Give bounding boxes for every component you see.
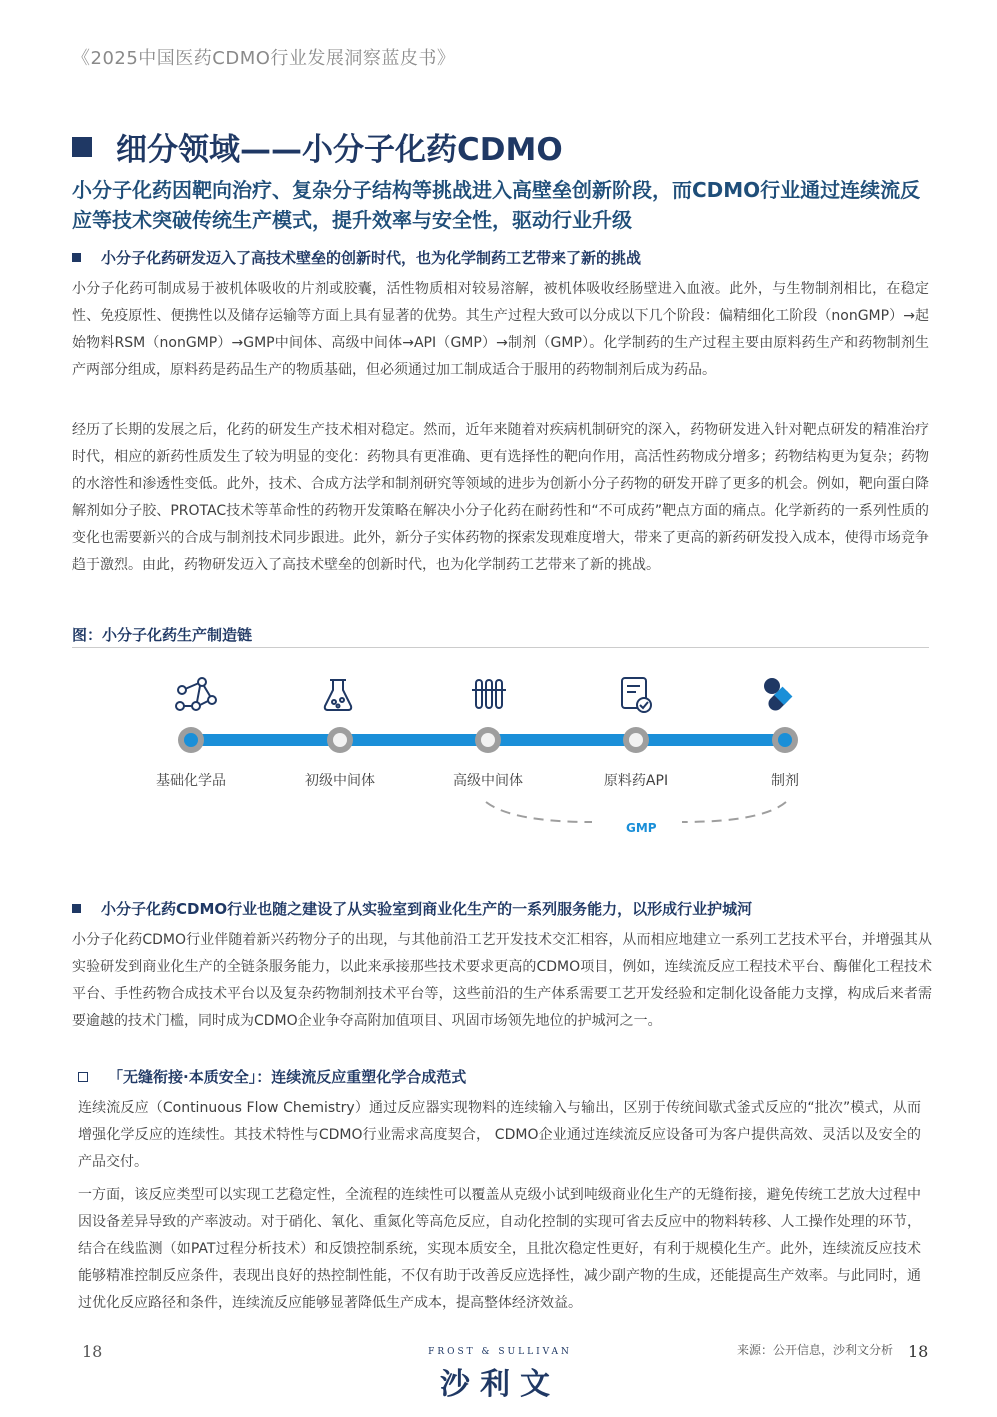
block1-heading bbox=[72, 247, 641, 268]
gmp-label: GMP bbox=[626, 821, 657, 835]
block3-paragraph-2: 一方面，该反应类型可以实现工艺稳定性，全流程的连续性可以覆盖从克级小试到吨级商业化生产的无缝衔接，避免传统工艺放大过程中因设备差异导致的产率波动。对于硝化、氧化、重氮化等高危反应，自动化控制的实现可省去反应中的物料转移、人工操作处理的环节，结合在线监测（如PAT过程分析技术）和反馈控制系统，实现本质安全，且批次稳定性更好，有利于规模化生产。此外，连续流反应技术能够精准控制反应条件，表现出良好的热控制性能，不仅有助于改善反应选择性，减少副产物的生成，还能提高生产效率。与此同时，通过优化反应路径和条件，连续流反应能够显著降低生产成本，提高整体经济效益。 bbox=[78, 1187, 921, 1311]
page-number-left: 18 bbox=[82, 1342, 103, 1361]
section-subtitle: 小分子化药因靶向治疗、复杂分子结构等挑战进入高壁垒创新阶段，而CDMO行业通过连续流反应等技术突破传统生产模式，提升效率与安全性，驱动行业升级 bbox=[72, 178, 921, 232]
brand-name-english: FROST & SULLIVAN bbox=[428, 1347, 572, 1357]
gmp-bracket-right bbox=[682, 802, 786, 822]
stage-label-4: 原料药API bbox=[603, 773, 669, 789]
document-header-title: 《2025中国医药CDMO行业发展洞察蓝皮书》 bbox=[72, 48, 456, 69]
block1-heading-text: 小分子化药研发迈入了高技术壁垒的创新时代，也为化学制药工艺带来了新的挑战 bbox=[101, 249, 642, 267]
block1-paragraph-2: 经历了长期的发展之后，化药的研发生产技术相对稳定。然而，近年来随着对疾病机制研究的深入，药物研发进入针对靶点研发的精准治疗时代，相应的新药性质发生了较为明显的变化：药物具有更准确、更有选择性的靶向作用，高活性药物成分增多；药物结构更为复杂；药物的水溶性和渗透性变低。此外，技术、合成方法学和制剂研究等领域的进步为创新小分子药物的研发开辟了更多的机会。例如，靶向蛋白降解剂如分子胶、PROTAC技术等革命性的药物开发策略在解决小分子化药在耐药性和“不可成药”靶点方面的痛点。化学新药的一系列性质的变化也需要新兴的合成与制剂技术同步跟进。此外，新分子实体药物的探索发现难度增大，带来了更高的新药研发投入成本，使得市场竞争趋于激烈。由此，药物研发迈入了高技术壁垒的创新时代，也为化学制药工艺带来了新的挑战。 bbox=[72, 422, 929, 573]
figure-divider bbox=[72, 647, 929, 648]
brand-logo: 沙利文 bbox=[440, 1367, 560, 1402]
block2-heading bbox=[72, 898, 752, 919]
block2-heading-text: 小分子化药CDMO行业也随之建设了从实验室到商业化生产的一系列服务能力，以形成行业护城河 bbox=[101, 900, 753, 918]
chain-node-core-3 bbox=[481, 733, 495, 747]
production-chain-diagram bbox=[72, 660, 929, 860]
block3-heading-text: 「无缝衔接·本质安全」：连续流反应重塑化学合成范式 bbox=[108, 1068, 467, 1086]
flask-icon bbox=[325, 680, 351, 710]
block3-paragraph-1: 连续流反应（Continuous Flow Chemistry）通过反应器实现物料的连续输入与输出，区别于传统间歇式釜式反应的“批次”模式，从而增强化学反应的连续性。其技术特性与CDMO行业需求高度契合， CDMO企业通过连续流反应设备可为客户提供高效、灵活以及安全的产品交付。 bbox=[78, 1100, 921, 1170]
hollow-square-icon bbox=[78, 1072, 88, 1082]
test-tubes-icon bbox=[472, 680, 506, 708]
block1-paragraph-1: 小分子化药可制成易于被机体吸收的片剂或胶囊，活性物质相对较易溶解，被机体吸收经肠壁进入血液。此外，与生物制剂相比，在稳定性、免疫原性、便携性以及储存运输等方面上具有显著的优势。其生产过程大致可以分成以下几个阶段：偏精细化工阶段（nonGMP）→起始物料RSM（nonGMP）→GMP中间体、高级中间体→API（GMP）→制剂（GMP）。化学制药的生产过程主要由原料药生产和药物制剂生产两部分组成，原料药是药品生产的物质基础，但必须通过加工制成适合于服用的药物制剂后成为药品。 bbox=[72, 281, 929, 378]
stage-label-1: 基础化学品 bbox=[156, 773, 226, 789]
pills-icon bbox=[764, 678, 792, 713]
block2-paragraph-1: 小分子化药CDMO行业伴随着新兴药物分子的出现，与其他前沿工艺开发技术交汇相容，从而相应地建立一系列工艺技术平台，并增强其从实验研发到商业化生产的全链条服务能力，以此来承接那些技术要求更高的CDMO项目，例如，连续流反应工程技术平台、酶催化工程技术平台、手性药物合成技术平台以及复杂药物制剂技术平台等，这些前沿的生产体系需要工艺开发经验和定制化设备能力支撑，构成后来者需要逾越的技术门槛，同时成为CDMO企业争夺高附加值项目、巩固市场领先地位的护城河之一。 bbox=[72, 932, 932, 1029]
title-square-icon bbox=[72, 137, 92, 157]
section-title bbox=[72, 124, 563, 169]
bullet-square-icon bbox=[72, 253, 81, 262]
chain-node-core-2 bbox=[333, 733, 347, 747]
stage-label-2: 初级中间体 bbox=[305, 773, 375, 789]
molecule-icon bbox=[176, 678, 216, 710]
block3-heading bbox=[78, 1066, 466, 1087]
chain-node-core-5 bbox=[778, 733, 792, 747]
gmp-bracket-left bbox=[486, 802, 592, 822]
stage-label-5: 制剂 bbox=[771, 773, 799, 789]
page-number-right: 18 bbox=[908, 1342, 929, 1361]
figure-title: 图：小分子化药生产制造链 bbox=[72, 626, 253, 644]
bullet-square-icon bbox=[72, 904, 81, 913]
section-title-text: 细分领域——小分子化药CDMO bbox=[116, 132, 563, 168]
source-note: 来源：公开信息，沙利文分析 bbox=[737, 1343, 894, 1357]
chain-node-core-4 bbox=[629, 733, 643, 747]
document-check-icon bbox=[622, 678, 651, 712]
stage-label-3: 高级中间体 bbox=[453, 773, 523, 789]
chain-node-core-1 bbox=[184, 733, 198, 747]
